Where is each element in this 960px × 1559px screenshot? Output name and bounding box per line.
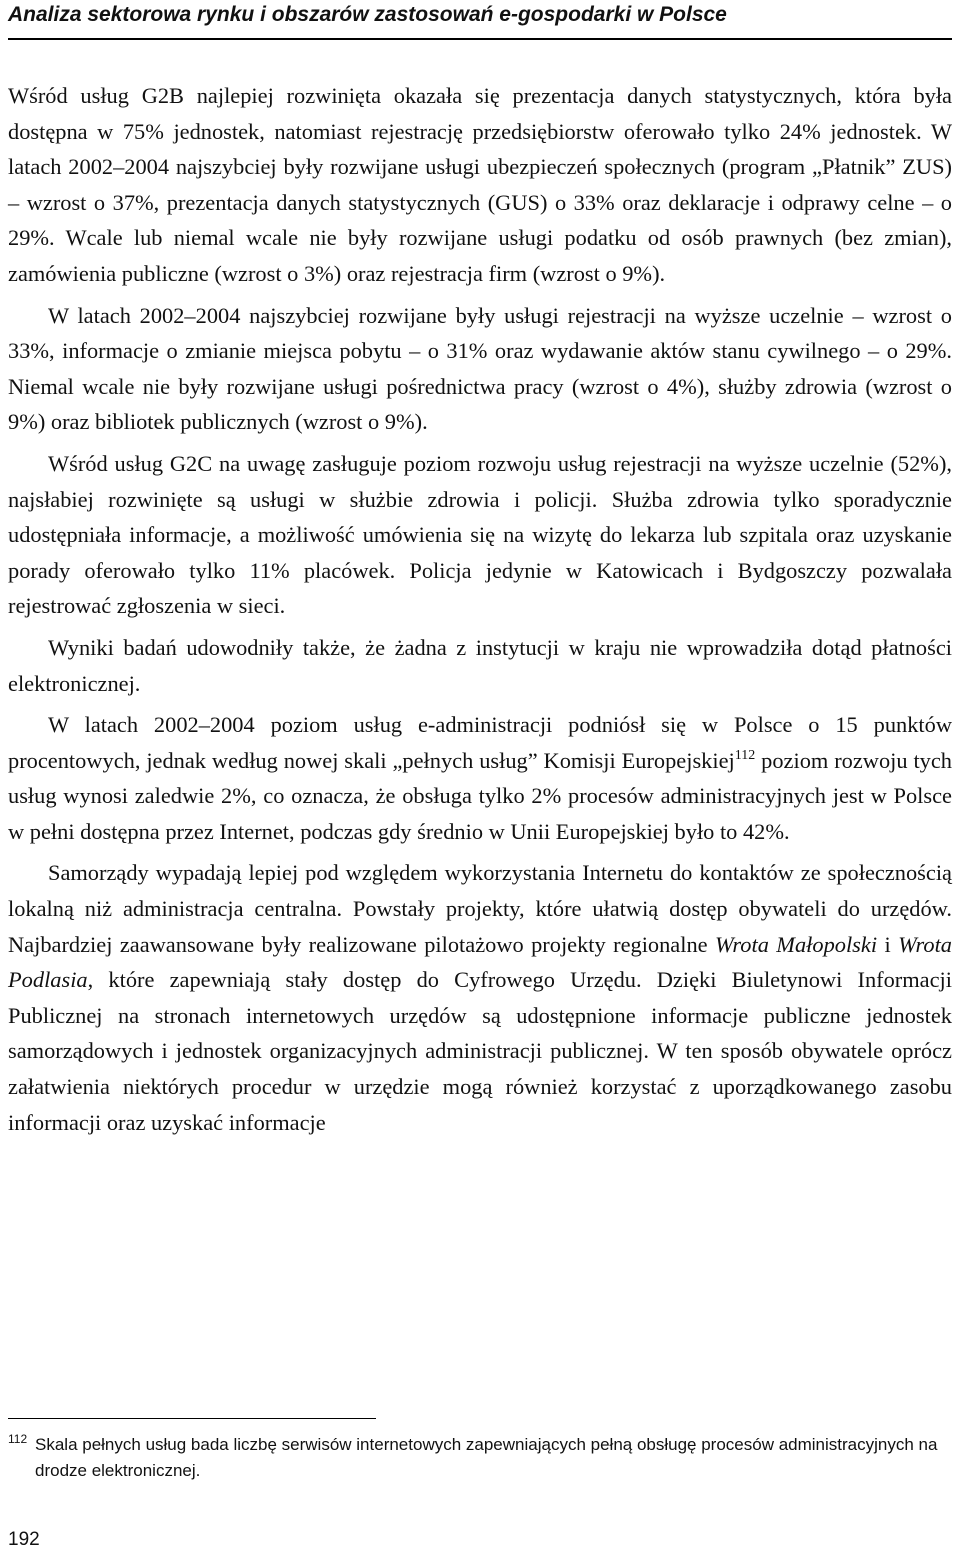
running-header [8,0,952,40]
paragraph-2 [8,298,952,440]
italic-wrota-podlasia: Wrota Podlasia [8,931,952,993]
paragraph-4 [8,630,952,701]
paragraph-2-text: W latach 2002–2004 najszybciej rozwijane były usługi rejestracji na wyższe uczelnie – wzrost o 33%, informacje o zmianie miejsca pobytu – o 31% oraz wydawanie aktów stanu cywilnego – o 29%. Niemal wcale nie były rozwijane usługi pośrednictwa pracy (wzrost o 4%), służby zdrowia (wzrost o 9%) oraz bibliotek publicznych (wzrost o 9%). [8,302,952,435]
paragraph-1 [8,78,952,292]
footnote-text: Skala pełnych usług bada liczbę serwisów internetowych zapewniających pełną obsługę procesów administracyjnych na drodze elektronicznej. [35,1435,938,1480]
page-number: 192 [8,1529,40,1550]
paragraph-6-text-b: i [877,931,899,957]
paragraph-5-text-a: W latach 2002–2004 poziom usług e-administracji podniósł się w Polsce o 15 punktów procentowych, jednak według nowej skali „pełnych usług” Komisji Europejskiej [8,712,952,773]
paragraph-1-text: Wśród usług G2B najlepiej rozwinięta okazała się prezentacja danych statystycznych, która była dostępna w 75% jednostek, natomiast rejestrację przedsiębiorstw oferowało tylko 24% jednostek. W latach 2002–2004 najszybciej były rozwijane usługi ubezpieczeń społecznych (program „Płatnik” ZUS) – wzrost o 37%, prezentacja danych statystycznych (GUS) o 33% oraz deklaracje i odprawy celne – o 29%. Wcale lub niemal wcale nie były rozwijane usługi podatku od osób prawnych (bez zmian), zamówienia publiczne (wzrost o 3%) oraz rejestracja firm (wzrost o 9%). [8,83,952,286]
body-text [8,78,952,1146]
paragraph-5-text-b: poziom rozwoju tych usług wynosi zaledwie 2%, co oznacza, że obsługa tylko 2% procesów administracyjnych jest w Polsce w pełni dostępna przez Internet, podczas gdy średnio w Unii Europejskiej było to 42%. [8,747,953,844]
paragraph-6-text-c: , które zapewniają stały dostęp do Cyfrowego Urzędu. Dzięki Biuletynowi Informacji Publicznej na stronach internetowych urzędów są udostępnione informacje publiczne jednostek samorządowych i jednostek organizacyjnych administracji publicznej. W ten sposób obywatele oprócz załatwienia niektórych procedur w urzędzie mogą również korzystać z uporządkowanego zasobu informacji oraz uzyskać informacje [8,967,952,1135]
italic-wrota-malopolski: Wrota Małopolski [715,931,878,957]
paragraph-5 [8,707,952,849]
header-title: Analiza sektorowa rynku i obszarów zastosowań e-gospodarki w Polsce [8,3,727,26]
paragraph-3 [8,446,952,624]
footnote [8,1432,952,1484]
paragraph-3-text: Wśród usług G2C na uwagę zasługuje poziom rozwoju usług rejestracji na wyższe uczelnie (52%), najsłabiej rozwinięte są usługi w służbie zdrowia i policji. Służba zdrowia tylko sporadycznie udostępniała informacje, a możliwość umówienia się na wizytę do lekarza lub szpitala oraz uzyskanie porady oferowało tylko 11% placówek. Policja jedynie w Katowicach i Bydgoszczy pozwalała rejestrować zgłoszenia w sieci. [8,450,952,619]
paragraph-6 [8,855,952,1140]
paragraph-4-text: Wyniki badań udowodniły także, że żadna z instytucji w kraju nie wprowadziła dotąd płatności elektronicznej. [8,634,952,696]
footnote-reference[interactable]: 112 [734,747,756,763]
paragraph-6-text-a: Samorządy wypadają lepiej pod względem wykorzystania Internetu do kontaktów ze społecznością lokalną niż administracja centralna. Powstały projekty, które ułatwią dostęp obywateli do urzędów. Najbardziej zaawansowane były realizowane pilotażowo projekty regionalne [8,860,952,957]
footnote-separator [8,1418,376,1419]
footnote-number: 112 [8,1432,28,1446]
